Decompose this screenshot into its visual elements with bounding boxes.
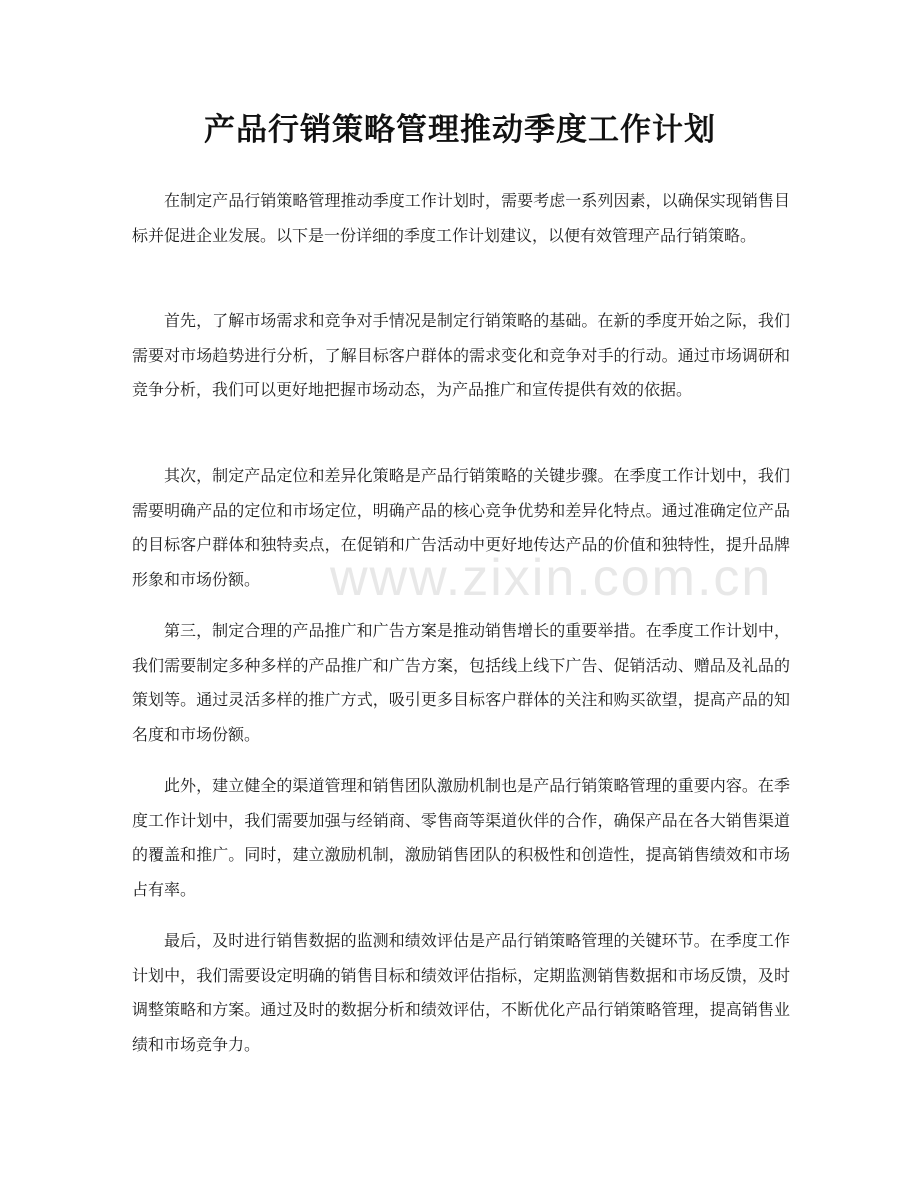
paragraph-performance-evaluation: 最后，及时进行销售数据的监测和绩效评估是产品行销策略管理的关键环节。在季度工作计划中，我们需要设定明确的销售目标和绩效评估指标，定期监测销售数据和市场反馈，及时调整策略和方案。通过及时的数据分析和绩效评估，不断优化产品行销策略管理，提高销售业绩和市场竞争力。 bbox=[132, 931, 790, 1054]
watermark: www.zixin.com.cn bbox=[330, 549, 773, 607]
paragraph-promotion: 第三，制定合理的产品推广和广告方案是推动销售增长的重要举措。在季度工作计划中，我们需要制定多种多样的产品推广和广告方案，包括线上线下广告、促销活动、赠品及礼品的策划等。通过灵活多样的推广方式，吸引更多目标客户群体的关注和购买欲望，提高产品的知名度和市场份额。 bbox=[132, 621, 790, 744]
paragraph-positioning: 其次，制定产品定位和差异化策略是产品行销策略的关键步骤。在季度工作计划中，我们需要明确产品的定位和市场定位，明确产品的核心竞争优势和差异化特点。通过准确定位产品的目标客户群体和独特卖点，在促销和广告活动中更好地传达产品的价值和独特性，提升品牌形象和市场份额。 bbox=[132, 466, 790, 589]
paragraph-channel-management: 此外，建立健全的渠道管理和销售团队激励机制也是产品行销策略管理的重要内容。在季度工作计划中，我们需要加强与经销商、零售商等渠道伙伴的合作，确保产品在各大销售渠道的覆盖和推广。同时，建立激励机制，激励销售团队的积极性和创造性，提高销售绩效和市场占有率。 bbox=[132, 776, 790, 899]
document-title: 产品行销策略管理推动季度工作计划 bbox=[204, 112, 716, 148]
paragraph-market-analysis: 首先，了解市场需求和竞争对手情况是制定行销策略的基础。在新的季度开始之际，我们需要对市场趋势进行分析，了解目标客户群体的需求变化和竞争对手的行动。通过市场调研和竞争分析，我们可以更好地把握市场动态，为产品推广和宣传提供有效的依据。 bbox=[132, 311, 790, 399]
paragraph-intro: 在制定产品行销策略管理推动季度工作计划时，需要考虑一系列因素，以确保实现销售目标并促进企业发展。以下是一份详细的季度工作计划建议，以便有效管理产品行销策略。 bbox=[132, 191, 790, 245]
